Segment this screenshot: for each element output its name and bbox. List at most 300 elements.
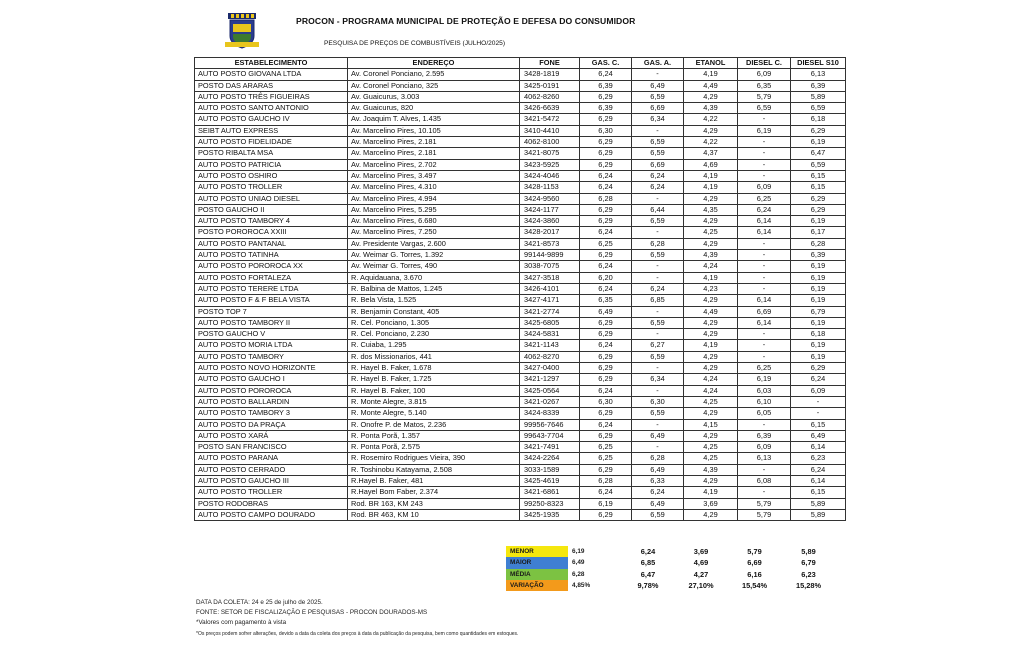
cell-endereco: R. Benjamin Constant, 405	[348, 306, 520, 317]
col-header-gas-c: GAS. C.	[580, 58, 632, 69]
cell-fone: 3421-8573	[520, 238, 580, 249]
summary-label-0: MENOR	[506, 546, 568, 557]
cell-etanol: 4,29	[684, 329, 738, 340]
cell-gas-a: 6,59	[632, 351, 684, 362]
cell-etanol: 4,15	[684, 419, 738, 430]
cell-diesel-c: 6,14	[738, 216, 791, 227]
table-row	[195, 182, 846, 193]
page-subtitle: PESQUISA DE PREÇOS DE COMBUSTÍVEIS (JULHO/2025)	[324, 40, 506, 47]
cell-estabelecimento: AUTO POSTO GAUCHO I	[195, 374, 348, 385]
table-row	[195, 442, 846, 453]
table-row	[195, 170, 846, 181]
cell-endereco: Av. Marcelino Pires, 5.295	[348, 204, 520, 215]
cell-gas-c: 6,29	[580, 148, 632, 159]
cell-endereco: R.Hayel Bom Faber, 2.374	[348, 487, 520, 498]
cell-diesel-c: -	[738, 137, 791, 148]
table-row	[195, 430, 846, 441]
cell-etanol: 4,19	[684, 69, 738, 80]
table-row	[195, 261, 846, 272]
cell-endereco: R. Ponta Porã, 1.357	[348, 430, 520, 441]
cell-estabelecimento: SEIBT AUTO EXPRESS	[195, 125, 348, 136]
cell-diesel-c: -	[738, 464, 791, 475]
cell-gas-c: 6,24	[580, 385, 632, 396]
cell-endereco: R.Hayel B. Faker, 481	[348, 475, 520, 486]
table-row	[195, 272, 846, 283]
summary-cell: 3,69	[693, 547, 709, 556]
cell-diesel-c: 6,08	[738, 475, 791, 486]
cell-fone: 4062-8270	[520, 351, 580, 362]
table-row	[195, 464, 846, 475]
page-title: PROCON - PROGRAMA MUNICIPAL DE PROTEÇÃO E DEFESA DO CONSUMIDOR	[296, 16, 636, 26]
cell-etanol: 4,24	[684, 374, 738, 385]
table-row	[195, 91, 846, 102]
summary-label-1: MAIOR	[506, 557, 568, 568]
cell-estabelecimento: AUTO POSTO SANTO ANTONIO	[195, 103, 348, 114]
cell-gas-a: 6,24	[632, 170, 684, 181]
cell-diesel-s10: 6,18	[791, 329, 846, 340]
table-row	[195, 204, 846, 215]
cell-diesel-s10: 6,24	[791, 464, 846, 475]
cell-etanol: 4,24	[684, 385, 738, 396]
summary-cell: 6,85	[640, 558, 656, 568]
cell-diesel-s10: 6,19	[791, 272, 846, 283]
source-note: FONTE: SETOR DE FISCALIZAÇÃO E PESQUISAS - PROCON DOURADOS-MS	[196, 609, 428, 616]
cell-gas-c: 6,29	[580, 91, 632, 102]
cell-diesel-s10: 6,17	[791, 227, 846, 238]
summary-cell: 4,27	[693, 569, 709, 579]
cell-etanol: 4,19	[684, 182, 738, 193]
cell-estabelecimento: AUTO POSTO XARÁ	[195, 430, 348, 441]
summary-label-3: VARIAÇÃO	[506, 580, 568, 591]
cell-gas-c: 6,20	[580, 272, 632, 283]
cell-endereco: Rod. BR 463, KM 10	[348, 509, 520, 520]
table-row	[195, 475, 846, 486]
disclaimer-note: *Os preços podem sofrer alterações, devido a data da coleta dos preços à data da publicação da pesquisa, bem como quantidades em estoques.	[196, 631, 519, 637]
cell-fone: 3428-2017	[520, 227, 580, 238]
cell-gas-c: 6,24	[580, 283, 632, 294]
cell-gas-a: 6,59	[632, 137, 684, 148]
cell-estabelecimento: AUTO POSTO PANTANAL	[195, 238, 348, 249]
cell-endereco: Av. Marcelino Pires, 4.310	[348, 182, 520, 193]
cell-diesel-c: -	[738, 170, 791, 181]
col-header-estabelecimento: ESTABELECIMENTO	[195, 58, 348, 69]
cell-endereco: R. Toshinobu Katayama, 2.508	[348, 464, 520, 475]
cell-diesel-c: 5,79	[738, 91, 791, 102]
cell-diesel-s10: 6,28	[791, 238, 846, 249]
cell-estabelecimento: AUTO POSTO TROLLER	[195, 182, 348, 193]
cell-gas-a: 6,59	[632, 317, 684, 328]
cell-gas-c: 6,49	[580, 306, 632, 317]
cell-diesel-s10: 6,19	[791, 137, 846, 148]
cell-estabelecimento: POSTO DAS ARARAS	[195, 80, 348, 91]
cell-etanol: 4,49	[684, 80, 738, 91]
table-row	[195, 125, 846, 136]
cell-endereco: Av. Coronel Ponciano, 325	[348, 80, 520, 91]
summary-cell: 6,28	[572, 570, 585, 578]
cell-gas-c: 6,29	[580, 430, 632, 441]
table-row	[195, 329, 846, 340]
cell-gas-a: 6,59	[632, 216, 684, 227]
cell-gas-c: 6,25	[580, 453, 632, 464]
cell-endereco: Av. Marcelino Pires, 6.680	[348, 216, 520, 227]
cell-gas-a: -	[632, 442, 684, 453]
cell-estabelecimento: AUTO POSTO GAUCHO III	[195, 475, 348, 486]
cell-etanol: 4,22	[684, 137, 738, 148]
summary-label-2: MÉDIA	[506, 569, 568, 580]
cell-endereco: Av. Weimar G. Torres, 1.392	[348, 250, 520, 261]
cell-diesel-s10: 6,59	[791, 103, 846, 114]
cell-diesel-s10: 6,13	[791, 69, 846, 80]
cell-estabelecimento: AUTO POSTO POROROCA	[195, 385, 348, 396]
cell-etanol: 4,29	[684, 408, 738, 419]
cell-gas-c: 6,29	[580, 408, 632, 419]
cell-fone: 3425-1935	[520, 509, 580, 520]
cell-fone: 99643-7704	[520, 430, 580, 441]
cell-diesel-c: -	[738, 148, 791, 159]
cell-gas-a: 6,28	[632, 238, 684, 249]
table-row	[195, 408, 846, 419]
cell-diesel-s10: 6,15	[791, 419, 846, 430]
cell-etanol: 4,29	[684, 475, 738, 486]
table-row	[195, 340, 846, 351]
cell-endereco: R. Monte Alegre, 3.815	[348, 396, 520, 407]
cell-gas-c: 6,29	[580, 509, 632, 520]
cell-gas-c: 6,24	[580, 182, 632, 193]
cell-etanol: 4,29	[684, 351, 738, 362]
cell-diesel-s10: 6,19	[791, 295, 846, 306]
cell-estabelecimento: AUTO POSTO CERRADO	[195, 464, 348, 475]
cell-endereco: R. Rosemiro Rodrigues Vieira, 390	[348, 453, 520, 464]
cell-fone: 3410-4410	[520, 125, 580, 136]
cell-endereco: Av. Marcelino Pires, 10.105	[348, 125, 520, 136]
table-row	[195, 238, 846, 249]
cell-diesel-s10: 5,89	[791, 91, 846, 102]
cell-estabelecimento: AUTO POSTO FIDELIDADE	[195, 137, 348, 148]
cell-etanol: 4,29	[684, 363, 738, 374]
cell-etanol: 4,29	[684, 125, 738, 136]
cell-endereco: Av. Marcelino Pires, 2.181	[348, 137, 520, 148]
cell-diesel-s10: 6,18	[791, 114, 846, 125]
summary-cell: 6,23	[801, 569, 816, 579]
cell-fone: 3426-6639	[520, 103, 580, 114]
cell-etanol: 4,29	[684, 317, 738, 328]
cell-gas-a: 6,69	[632, 103, 684, 114]
cell-estabelecimento: AUTO POSTO CAMPO DOURADO	[195, 509, 348, 520]
cell-gas-c: 6,29	[580, 114, 632, 125]
table-row	[195, 487, 846, 498]
cell-estabelecimento: POSTO TOP 7	[195, 306, 348, 317]
cell-gas-c: 6,30	[580, 125, 632, 136]
cell-estabelecimento: POSTO SAN FRANCISCO	[195, 442, 348, 453]
summary-cell: 4,69	[693, 558, 709, 568]
cell-diesel-s10: 6,19	[791, 340, 846, 351]
table-row	[195, 396, 846, 407]
cell-endereco: Av. Marcelino Pires, 2.181	[348, 148, 520, 159]
cell-endereco: R. Onofre P. de Matos, 2.236	[348, 419, 520, 430]
cell-etanol: 4,25	[684, 453, 738, 464]
cell-diesel-s10: -	[791, 396, 846, 407]
cell-etanol: 4,25	[684, 396, 738, 407]
cell-etanol: 4,29	[684, 91, 738, 102]
cell-estabelecimento: AUTO POSTO TATINHA	[195, 250, 348, 261]
cell-gas-a: 6,27	[632, 340, 684, 351]
cell-gas-a: 6,49	[632, 464, 684, 475]
cell-endereco: Av. Marcelino Pires, 3.497	[348, 170, 520, 181]
cell-etanol: 4,29	[684, 193, 738, 204]
cell-gas-a: -	[632, 272, 684, 283]
cell-endereco: R. Cel. Ponciano, 2.230	[348, 329, 520, 340]
table-row	[195, 419, 846, 430]
cell-diesel-c: 6,24	[738, 204, 791, 215]
cell-estabelecimento: AUTO POSTO GAUCHO IV	[195, 114, 348, 125]
table-row	[195, 137, 846, 148]
cell-etanol: 4,39	[684, 250, 738, 261]
cell-fone: 3425-0564	[520, 385, 580, 396]
cell-fone: 3421-8075	[520, 148, 580, 159]
col-header-fone: FONE	[520, 58, 580, 69]
table-row	[195, 69, 846, 80]
cell-gas-a: 6,28	[632, 453, 684, 464]
cell-diesel-s10: 6,49	[791, 430, 846, 441]
cell-fone: 3423-5925	[520, 159, 580, 170]
summary-cell: 6,24	[640, 547, 656, 556]
table-row	[195, 385, 846, 396]
cell-fone: 4062-8260	[520, 91, 580, 102]
cell-gas-c: 6,35	[580, 295, 632, 306]
cell-fone: 3425-6805	[520, 317, 580, 328]
summary-cell: 6,16	[747, 569, 762, 579]
cell-estabelecimento: AUTO POSTO TAMBORY 4	[195, 216, 348, 227]
cell-fone: 3427-3518	[520, 272, 580, 283]
cell-estabelecimento: AUTO POSTO TRÊS FIGUEIRAS	[195, 91, 348, 102]
cell-estabelecimento: AUTO POSTO GIOVANA LTDA	[195, 69, 348, 80]
col-header-gas-a: GAS. A.	[632, 58, 684, 69]
cell-gas-a: 6,24	[632, 487, 684, 498]
cell-gas-c: 6,29	[580, 464, 632, 475]
cell-fone: 3426-4101	[520, 283, 580, 294]
cell-endereco: R. Ponta Porã, 2.575	[348, 442, 520, 453]
cell-etanol: 4,24	[684, 261, 738, 272]
table-row	[195, 498, 846, 509]
cell-endereco: R. Hayel B. Faker, 1.725	[348, 374, 520, 385]
cell-gas-a: 6,44	[632, 204, 684, 215]
cell-estabelecimento: AUTO POSTO DA PRAÇA	[195, 419, 348, 430]
summary-cell: 15,28%	[795, 580, 822, 590]
cell-endereco: R. dos Missionarios, 441	[348, 351, 520, 362]
cell-etanol: 4,29	[684, 295, 738, 306]
cell-diesel-s10: 6,29	[791, 204, 846, 215]
summary-row-variação	[568, 580, 836, 591]
price-summary-table	[568, 546, 836, 591]
cell-gas-a: -	[632, 329, 684, 340]
cell-diesel-s10: 6,29	[791, 125, 846, 136]
cell-gas-c: 6,29	[580, 250, 632, 261]
cell-gas-c: 6,29	[580, 159, 632, 170]
cell-diesel-s10: 6,15	[791, 487, 846, 498]
cell-etanol: 4,29	[684, 216, 738, 227]
cell-endereco: Av. Coronel Ponciano, 2.595	[348, 69, 520, 80]
cell-diesel-c: 6,10	[738, 396, 791, 407]
table-row	[195, 509, 846, 520]
cell-diesel-c: -	[738, 351, 791, 362]
cell-gas-a: 6,49	[632, 498, 684, 509]
cell-gas-a: -	[632, 193, 684, 204]
cell-fone: 3424-5831	[520, 329, 580, 340]
cell-gas-a: -	[632, 419, 684, 430]
cell-estabelecimento: AUTO POSTO TAMBORY 3	[195, 408, 348, 419]
cell-etanol: 4,69	[684, 159, 738, 170]
table-row	[195, 363, 846, 374]
cell-gas-a: 6,33	[632, 475, 684, 486]
cell-gas-a: -	[632, 385, 684, 396]
cell-etanol: 4,37	[684, 148, 738, 159]
cell-fone: 3033-1589	[520, 464, 580, 475]
cell-diesel-c: 6,35	[738, 80, 791, 91]
cell-endereco: R. Cel. Ponciano, 1.305	[348, 317, 520, 328]
cell-fone: 3424-3860	[520, 216, 580, 227]
cell-diesel-s10: 6,47	[791, 148, 846, 159]
table-header-row	[195, 58, 846, 69]
cell-gas-a: 6,30	[632, 396, 684, 407]
cell-etanol: 4,35	[684, 204, 738, 215]
cell-fone: 3421-6861	[520, 487, 580, 498]
cell-diesel-c: -	[738, 114, 791, 125]
cell-diesel-c: 6,03	[738, 385, 791, 396]
cell-diesel-s10: 6,19	[791, 261, 846, 272]
cell-fone: 3421-7491	[520, 442, 580, 453]
payment-note: *Valores com pagamento à vista	[196, 619, 287, 626]
cell-etanol: 4,39	[684, 103, 738, 114]
cell-fone: 99956-7646	[520, 419, 580, 430]
cell-fone: 3428-1819	[520, 69, 580, 80]
cell-endereco: Av. Guaicurus, 3.003	[348, 91, 520, 102]
cell-gas-a: 6,59	[632, 91, 684, 102]
cell-fone: 3425-0191	[520, 80, 580, 91]
cell-estabelecimento: POSTO RODOBRAS	[195, 498, 348, 509]
cell-fone: 3421-1143	[520, 340, 580, 351]
cell-endereco: Av. Guaicurus, 820	[348, 103, 520, 114]
cell-gas-c: 6,25	[580, 238, 632, 249]
cell-diesel-c: -	[738, 487, 791, 498]
cell-gas-a: 6,59	[632, 408, 684, 419]
cell-gas-c: 6,24	[580, 419, 632, 430]
summary-cell: 9,78%	[637, 580, 659, 590]
cell-gas-c: 6,29	[580, 317, 632, 328]
cell-estabelecimento: AUTO POSTO TERERE LTDA	[195, 283, 348, 294]
cell-diesel-c: 6,69	[738, 306, 791, 317]
cell-estabelecimento: POSTO RIBALTA MSA	[195, 148, 348, 159]
col-header-diesel-c: DIESEL C.	[738, 58, 791, 69]
cell-estabelecimento: POSTO GAUCHO II	[195, 204, 348, 215]
cell-fone: 3421-0267	[520, 396, 580, 407]
cell-estabelecimento: AUTO POSTO BALLARDIN	[195, 396, 348, 407]
cell-etanol: 4,29	[684, 430, 738, 441]
cell-gas-c: 6,29	[580, 329, 632, 340]
cell-gas-a: 6,34	[632, 374, 684, 385]
cell-estabelecimento: AUTO POSTO UNIAO DIESEL	[195, 193, 348, 204]
cell-diesel-c: 5,79	[738, 509, 791, 520]
fuel-price-table	[194, 57, 846, 521]
cell-etanol: 4,19	[684, 340, 738, 351]
cell-gas-a: 6,49	[632, 430, 684, 441]
cell-diesel-s10: 6,23	[791, 453, 846, 464]
cell-diesel-c: 6,05	[738, 408, 791, 419]
cell-endereco: Av. Joaquim T. Alves, 1.435	[348, 114, 520, 125]
table-row	[195, 227, 846, 238]
col-header-endereco: ENDEREÇO	[348, 58, 520, 69]
table-row	[195, 317, 846, 328]
cell-diesel-s10: 6,15	[791, 170, 846, 181]
cell-gas-c: 6,30	[580, 396, 632, 407]
cell-diesel-c: 6,39	[738, 430, 791, 441]
cell-diesel-s10: 6,39	[791, 250, 846, 261]
cell-gas-c: 6,29	[580, 137, 632, 148]
cell-diesel-c: 6,09	[738, 182, 791, 193]
cell-estabelecimento: AUTO POSTO PATRICIA	[195, 159, 348, 170]
cell-fone: 3038-7075	[520, 261, 580, 272]
cell-gas-c: 6,29	[580, 363, 632, 374]
cell-estabelecimento: AUTO POSTO F & F BELA VISTA	[195, 295, 348, 306]
cell-gas-a: -	[632, 306, 684, 317]
cell-diesel-c: -	[738, 340, 791, 351]
cell-diesel-s10: 6,29	[791, 193, 846, 204]
summary-cell: 5,79	[747, 547, 762, 556]
table-row	[195, 193, 846, 204]
cell-etanol: 4,49	[684, 306, 738, 317]
table-row	[195, 216, 846, 227]
summary-row-menor	[568, 546, 836, 557]
cell-gas-c: 6,24	[580, 261, 632, 272]
cell-diesel-c: -	[738, 238, 791, 249]
table-row	[195, 295, 846, 306]
cell-fone: 3427-4171	[520, 295, 580, 306]
cell-estabelecimento: AUTO POSTO POROROCA XX	[195, 261, 348, 272]
cell-etanol: 4,29	[684, 238, 738, 249]
cell-gas-c: 6,29	[580, 216, 632, 227]
cell-gas-c: 6,29	[580, 374, 632, 385]
cell-diesel-c: 5,79	[738, 498, 791, 509]
cell-estabelecimento: POSTO POROROCA XXIII	[195, 227, 348, 238]
cell-gas-c: 6,28	[580, 193, 632, 204]
cell-endereco: R. Cuiaba, 1.295	[348, 340, 520, 351]
cell-fone: 3424-9560	[520, 193, 580, 204]
cell-diesel-c: 6,19	[738, 374, 791, 385]
summary-cell: 5,89	[801, 547, 816, 556]
cell-gas-c: 6,24	[580, 69, 632, 80]
cell-diesel-s10: 6,39	[791, 80, 846, 91]
cell-etanol: 3,69	[684, 498, 738, 509]
cell-estabelecimento: AUTO POSTO TAMBORY II	[195, 317, 348, 328]
summary-cell: 6,49	[572, 559, 585, 567]
cell-gas-a: 6,34	[632, 114, 684, 125]
summary-cell: 6,69	[747, 558, 762, 568]
cell-estabelecimento: AUTO POSTO MORIA LTDA	[195, 340, 348, 351]
cell-estabelecimento: POSTO GAUCHO V	[195, 329, 348, 340]
cell-diesel-c: 6,09	[738, 442, 791, 453]
cell-gas-a: -	[632, 69, 684, 80]
summary-cell: 6,47	[640, 569, 656, 579]
cell-etanol: 4,19	[684, 272, 738, 283]
cell-fone: 99250-8323	[520, 498, 580, 509]
cell-endereco: Av. Marcelino Pires, 2.702	[348, 159, 520, 170]
cell-diesel-s10: 5,89	[791, 498, 846, 509]
summary-cell: 15,54%	[741, 580, 768, 590]
collection-date: DATA DA COLETA: 24 e 25 de julho de 2025.	[196, 599, 323, 606]
cell-fone: 3424-8339	[520, 408, 580, 419]
summary-cell: 27,10%	[688, 580, 714, 590]
col-header-etanol: ETANOL	[684, 58, 738, 69]
cell-etanol: 4,39	[684, 464, 738, 475]
